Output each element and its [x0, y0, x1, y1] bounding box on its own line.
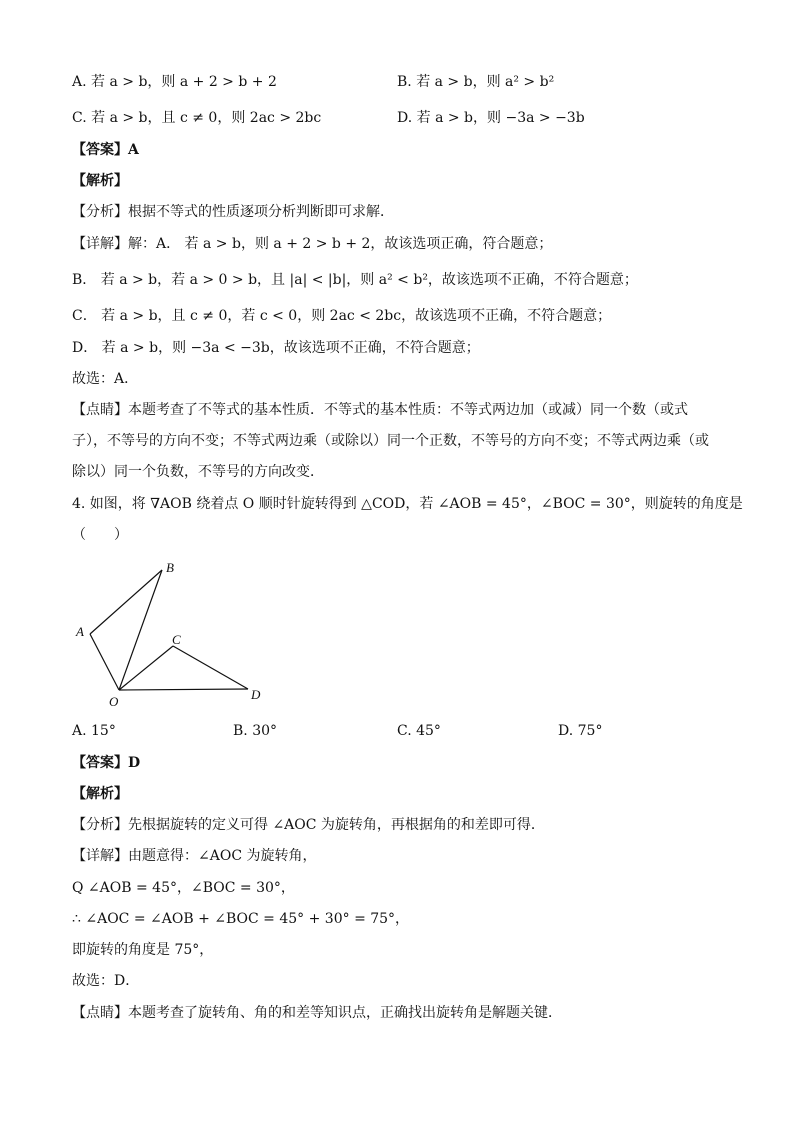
q3-dianjing-line-2: 子），不等号的方向不变；不等式两边乘（或除以）同一个正数，不等号的方向不变；不等式两边乘（或 [72, 433, 709, 449]
q3-option-a: A. 若 a > b，则 a + 2 > b + 2 [72, 74, 277, 90]
q4-option-a: A. 15° [72, 723, 116, 739]
q3-conclusion: 故选：A． [72, 371, 139, 387]
q4-option-b: B. 30° [233, 723, 278, 739]
q3-detail-line-3: C． 若 a > b，且 c ≠ 0，若 c < 0，则 2ac < 2bc，故该选项不正确，不符合题意； [72, 308, 612, 324]
q3-fenxi: 【分析】根据不等式的性质逐项分析判断即可求解． [72, 204, 394, 220]
q3-dianjing-line-1: 【点睛】本题考查了不等式的基本性质．不等式的基本性质：不等式两边加（或减）同一个数（或式 [72, 402, 688, 418]
point-label-b: B [166, 560, 174, 575]
q3-jiexi: 【解析】 [72, 173, 128, 189]
q4-jiexi: 【解析】 [72, 786, 128, 802]
segment-ao [90, 634, 119, 690]
q4-answer: 【答案】D [72, 755, 141, 771]
rotation-diagram [72, 560, 282, 710]
q4-detail-line-4: 即旋转的角度是 75°， [72, 942, 214, 958]
q3-detail-line-2: B． 若 a > b，若 a > 0 > b，且 |a| < |b|，则 a² < b²，故该选项不正确，不符合题意； [72, 272, 638, 288]
q4-detail-line-1: 【详解】由题意得：∠AOC 为旋转角， [72, 848, 317, 864]
q3-answer: 【答案】A [72, 142, 139, 158]
q4-conclusion: 故选：D． [72, 973, 140, 989]
q4-stem-line-1: 4. 如图，将 ∇AOB 绕着点 O 顺时针旋转得到 △COD，若 ∠AOB = 45°，∠BOC = 30°，则旋转的角度是 [72, 496, 743, 512]
q3-option-b: B. 若 a > b，则 a² > b² [397, 74, 555, 90]
point-label-d: D [251, 687, 261, 702]
point-label-a: A [76, 624, 84, 639]
q3-dianjing-line-3: 除以）同一个负数，不等号的方向改变． [72, 464, 324, 480]
q4-fenxi: 【分析】先根据旋转的定义可得 ∠AOC 为旋转角，再根据角的和差即可得． [72, 817, 545, 833]
point-label-c: C [172, 632, 181, 647]
q4-dianjing: 【点睛】本题考查了旋转角、角的和差等知识点，正确找出旋转角是解题关键． [72, 1005, 562, 1021]
q4-option-c: C. 45° [397, 723, 441, 739]
segment-cd [173, 646, 248, 689]
q4-stem-line-2: （ ） [72, 527, 128, 543]
rotation-figure [72, 560, 282, 710]
q3-option-d: D. 若 a > b，则 −3a > −3b [397, 110, 585, 126]
segment-ab [90, 570, 162, 634]
q3-detail-line-1: 【详解】解：A． 若 a > b，则 a + 2 > b + 2，故该选项正确，符合题意； [72, 236, 553, 252]
q3-detail-line-4: D． 若 a > b，则 −3a < −3b，故该选项不正确，不符合题意； [72, 340, 480, 356]
q4-option-d: D. 75° [558, 723, 603, 739]
q4-detail-line-3: ∴ ∠AOC = ∠AOB + ∠BOC = 45° + 30° = 75°， [72, 911, 410, 927]
point-label-o: O [109, 694, 119, 709]
q3-option-c: C. 若 a > b，且 c ≠ 0，则 2ac > 2bc [72, 110, 322, 126]
q4-detail-line-2: Q ∠AOB = 45°，∠BOC = 30°， [72, 880, 295, 896]
segment-od [119, 689, 248, 690]
